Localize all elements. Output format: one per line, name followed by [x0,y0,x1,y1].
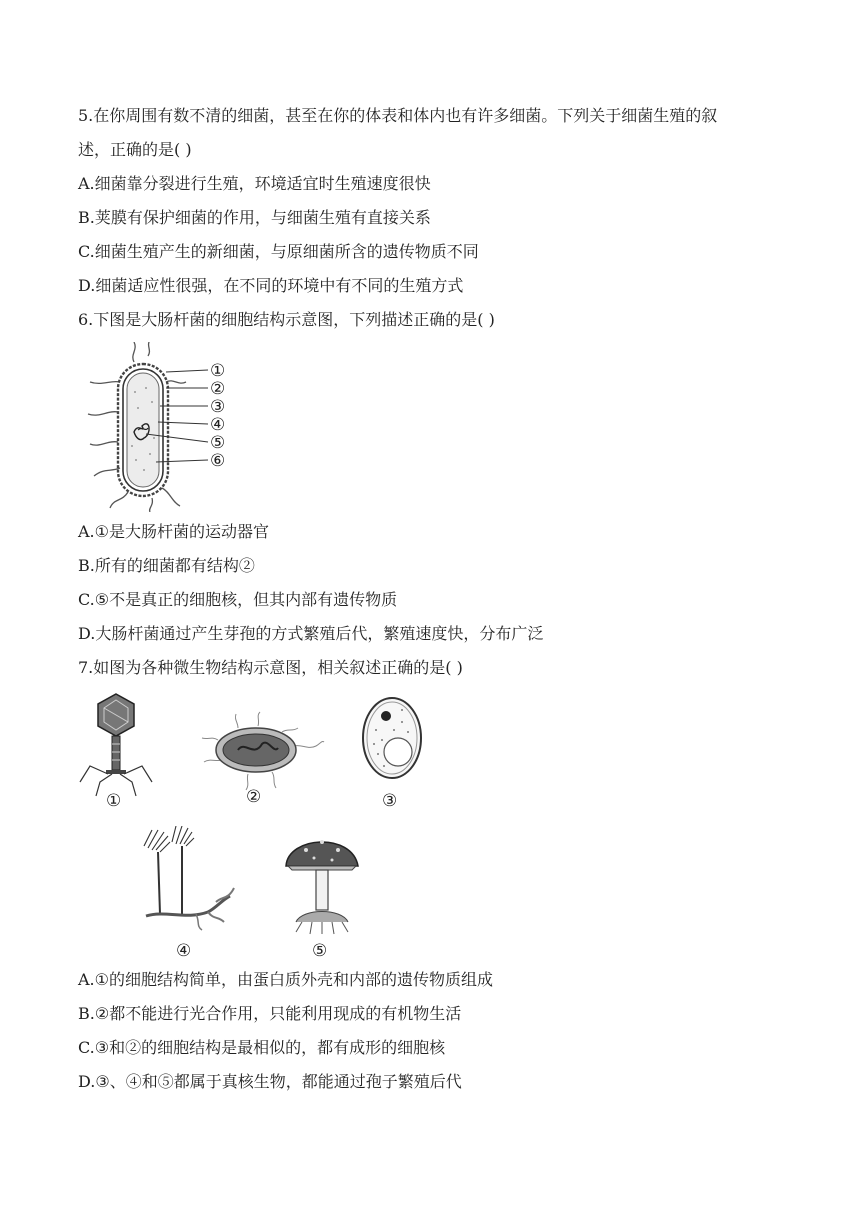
micro-label-3: ③ [382,791,398,810]
q6-option-c: C.⑤不是真正的细胞核，但其内部有遗传物质 [78,590,398,609]
q5-stem-line1: 5.在你周围有数不清的细菌，甚至在你的体表和体内也有许多细菌。下列关于细菌生殖的叙 [78,106,718,125]
bacterium-figure [198,710,328,810]
mushroom-figure [282,826,362,960]
q7-option-a: A.①的细胞结构简单，由蛋白质外壳和内部的遗传物质组成 [78,970,493,989]
q7-stem: 7.如图为各种微生物结构示意图，相关叙述正确的是( ) [78,658,463,677]
q6-option-a: A.①是大肠杆菌的运动器官 [78,522,269,541]
ecoli-label-3: ③ [210,397,226,417]
q5-option-b: B.荚膜有保护细菌的作用，与细菌生殖有直接关系 [78,208,431,227]
q5-option-a: A.细菌靠分裂进行生殖，环境适宜时生殖速度很快 [78,174,431,193]
micro-label-1: ① [106,791,122,810]
ecoli-diagram [80,342,240,512]
q7-option-c: C.③和②的细胞结构是最相似的，都有成形的细胞核 [78,1038,446,1057]
micro-label-4: ④ [176,941,192,960]
q5-option-d: D.细菌适应性很强，在不同的环境中有不同的生殖方式 [78,276,464,295]
ecoli-label-6: ⑥ [210,451,226,471]
q5-stem-line2: 述，正确的是( ) [78,140,192,159]
yeast-figure [352,690,432,810]
micro-label-5: ⑤ [312,941,328,960]
ecoli-label-2: ② [210,379,226,399]
q6-option-d: D.大肠杆菌通过产生芽孢的方式繁殖后代，繁殖速度快，分布广泛 [78,624,544,643]
q6-stem: 6.下图是大肠杆菌的细胞结构示意图，下列描述正确的是( ) [78,310,495,329]
penicillium-figure [136,826,246,960]
ecoli-label-1: ① [210,361,226,381]
micro-label-2: ② [246,787,262,807]
q6-option-b: B.所有的细菌都有结构② [78,556,255,575]
q7-option-d: D.③、④和⑤都属于真核生物，都能通过孢子繁殖后代 [78,1072,462,1091]
q7-option-b: B.②都不能进行光合作用，只能利用现成的有机物生活 [78,1004,462,1023]
q5-option-c: C.细菌生殖产生的新细菌，与原细菌所含的遗传物质不同 [78,242,479,261]
bacteriophage-figure [78,690,158,810]
ecoli-label-4: ④ [210,415,226,435]
ecoli-label-5: ⑤ [210,433,226,453]
